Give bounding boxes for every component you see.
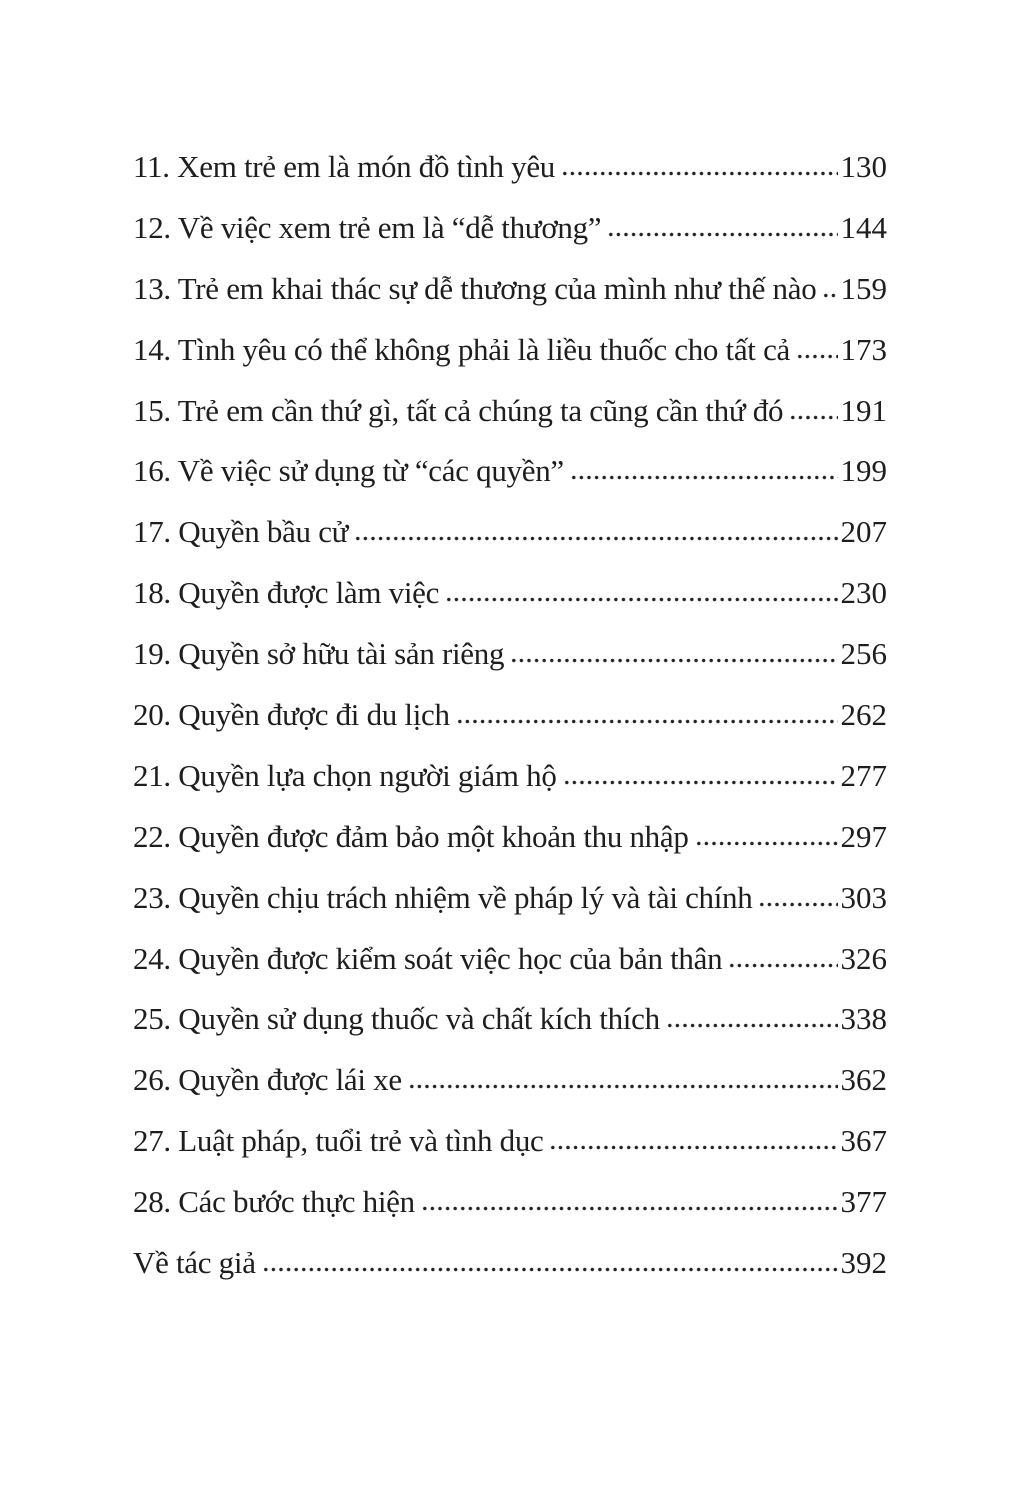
toc-entry — [133, 1233, 887, 1294]
toc-entry-page: 256 — [840, 636, 887, 672]
toc-leader-dots — [421, 1205, 838, 1212]
toc-leader-dots — [561, 170, 838, 177]
toc-entry-title: 27. Luật pháp, tuổi trẻ và tình dục — [133, 1123, 544, 1159]
toc-leader-dots — [563, 779, 838, 786]
toc-leader-dots — [822, 292, 837, 299]
toc-leader-dots — [456, 718, 838, 725]
toc-entry — [133, 1111, 887, 1172]
toc-entry — [133, 746, 887, 807]
toc-entry-title: Về tác giả — [133, 1245, 256, 1281]
toc-entry-page: 207 — [840, 514, 887, 550]
toc-entry-page: 130 — [840, 149, 887, 184]
toc-leader-dots — [510, 657, 837, 664]
toc-leader-dots — [666, 1022, 838, 1029]
toc-leader-dots — [445, 596, 837, 603]
toc-leader-dots — [607, 231, 837, 238]
toc-entry-title: 24. Quyền được kiểm soát việc học của bản thân — [133, 940, 723, 976]
toc-entry-title: 21. Quyền lựa chọn người giám hộ — [133, 757, 557, 793]
toc-leader-dots — [262, 1266, 838, 1273]
toc-entry — [133, 198, 887, 259]
toc-entry-title: 11. Xem trẻ em là món đồ tình yêu — [133, 149, 555, 184]
toc-entry-page: 173 — [840, 331, 887, 367]
toc-entry-page: 362 — [840, 1062, 887, 1098]
toc-entry-title: 15. Trẻ em cần thứ gì, tất cả chúng ta cũng cần thứ đó — [133, 392, 784, 428]
toc-entry-title: 17. Quyền bầu cử — [133, 514, 349, 550]
toc-entry — [133, 1050, 887, 1111]
toc-entry-page: 230 — [840, 575, 887, 611]
toc-entry-title: 28. Các bước thực hiện — [133, 1184, 415, 1220]
toc-entry-page: 191 — [840, 392, 887, 428]
toc-entry-page: 262 — [840, 697, 887, 733]
toc-leader-dots — [549, 1144, 837, 1151]
toc-entry-title: 12. Về việc xem trẻ em là “dễ thương” — [133, 209, 602, 245]
toc-entry — [133, 563, 887, 624]
toc-leader-dots — [570, 474, 838, 481]
toc-entry — [133, 989, 887, 1050]
toc-entry-page: 199 — [840, 453, 887, 489]
toc-entry-page: 392 — [840, 1245, 887, 1281]
toc-entry — [133, 320, 887, 381]
toc-entry-page: 277 — [840, 757, 887, 793]
toc-entry-page: 297 — [840, 818, 887, 854]
toc-leader-dots — [728, 962, 837, 969]
toc-entry — [133, 381, 887, 442]
toc-leader-dots — [789, 414, 837, 421]
toc-entry-page: 144 — [840, 209, 887, 245]
toc-entry-title: 26. Quyền được lái xe — [133, 1062, 402, 1098]
toc-entry-title: 13. Trẻ em khai thác sự dễ thương của mình như thế nào — [133, 270, 817, 306]
toc-entry — [133, 137, 887, 198]
toc-entry-title: 20. Quyền được đi du lịch — [133, 697, 450, 733]
toc-entry-page: 367 — [840, 1123, 887, 1159]
toc-leader-dots — [758, 901, 837, 908]
toc-entry-title: 18. Quyền được làm việc — [133, 575, 440, 611]
toc-entry-page: 377 — [840, 1184, 887, 1220]
toc-leader-dots — [408, 1083, 838, 1090]
toc-entry — [133, 502, 887, 563]
toc-entry-title: 19. Quyền sở hữu tài sản riêng — [133, 636, 505, 672]
toc-entry — [133, 441, 887, 502]
toc-entry — [133, 929, 887, 990]
toc-leader-dots — [354, 535, 837, 542]
toc-entry — [133, 259, 887, 320]
toc-entry — [133, 1172, 887, 1233]
toc-entry-page: 326 — [840, 940, 887, 976]
toc-entry — [133, 807, 887, 868]
toc-entry — [133, 685, 887, 746]
toc-entry — [133, 868, 887, 929]
toc-entry — [133, 624, 887, 685]
toc-entry-title: 25. Quyền sử dụng thuốc và chất kích thích — [133, 1001, 660, 1037]
toc-entry-page: 303 — [840, 879, 887, 915]
toc-leader-dots — [695, 840, 838, 847]
toc-entry-title: 22. Quyền được đảm bảo một khoản thu nhập — [133, 818, 689, 854]
toc-entry-title: 16. Về việc sử dụng từ “các quyền” — [133, 453, 564, 489]
toc-leader-dots — [796, 353, 838, 360]
toc-entry-title: 14. Tình yêu có thể không phải là liều thuốc cho tất cả — [133, 331, 790, 367]
toc-entry-page: 159 — [840, 270, 887, 306]
toc-entry-page: 338 — [840, 1001, 887, 1037]
toc-entry-title: 23. Quyền chịu trách nhiệm về pháp lý và tài chính — [133, 879, 753, 915]
